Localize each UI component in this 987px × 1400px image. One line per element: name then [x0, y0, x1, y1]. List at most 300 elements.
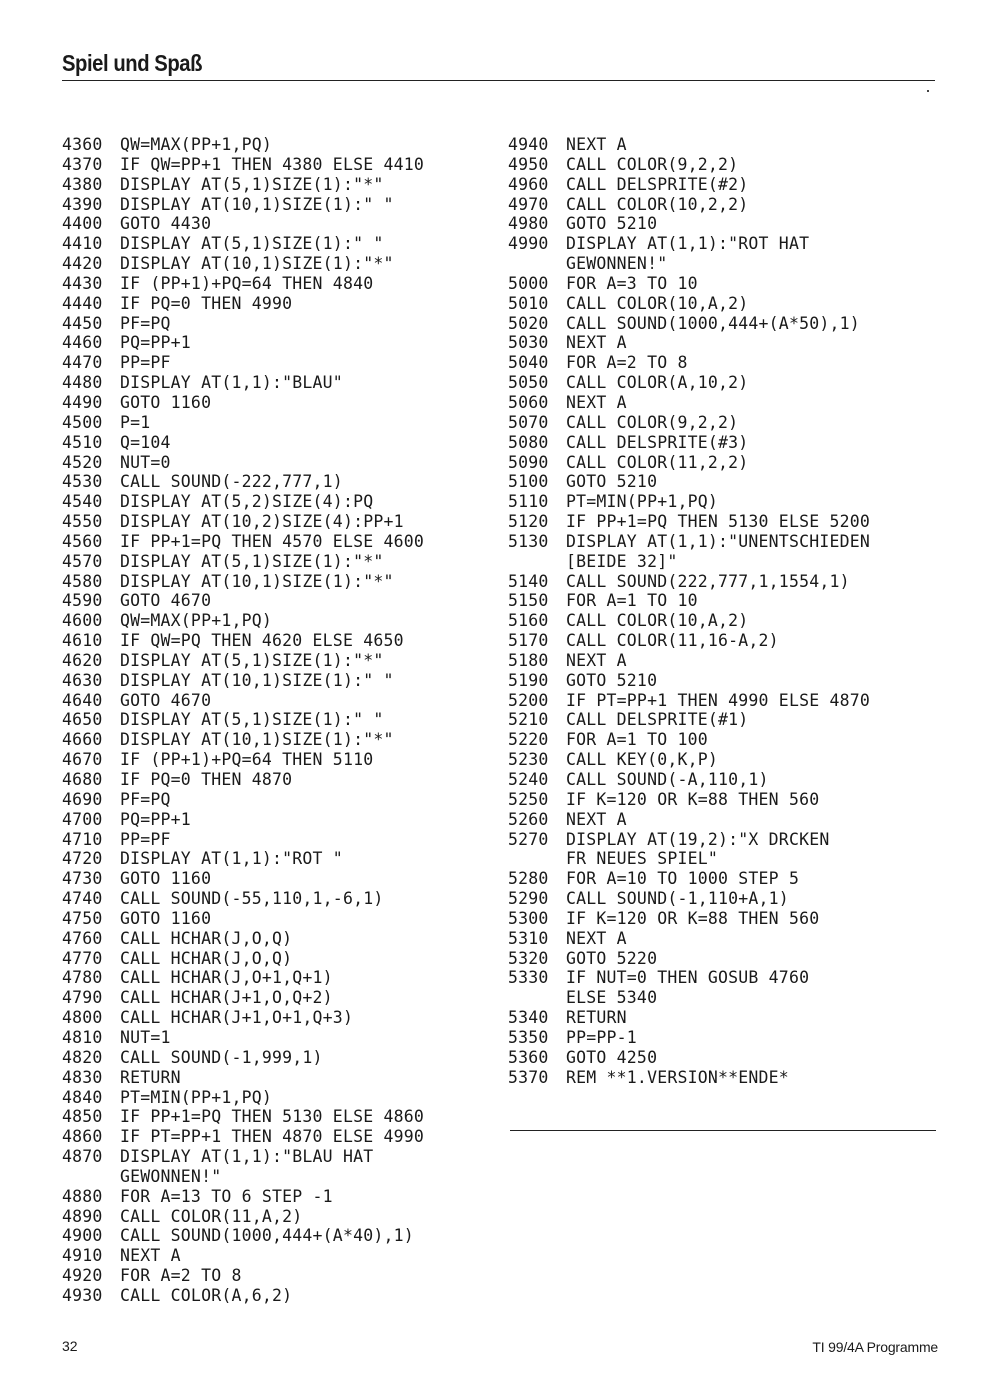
code-text: GOTO 1160 [120, 869, 212, 889]
code-text: GOTO 5210 [566, 214, 658, 234]
code-text: IF PP+1=PQ THEN 5130 ELSE 5200 [566, 512, 871, 532]
code-line [62, 1286, 424, 1306]
line-number: 4970 [508, 194, 549, 214]
code-text: QW=MAX(PP+1,PQ) [120, 135, 273, 154]
code-text: NEXT A [566, 333, 627, 353]
listing-column-left [62, 135, 424, 1306]
line-number: 4960 [508, 174, 549, 194]
line-number: 4750 [62, 908, 103, 928]
publication-name: TI 99/4A Programme [812, 1339, 938, 1355]
code-line [508, 710, 870, 730]
code-line [62, 175, 424, 195]
code-text: QW=MAX(PP+1,PQ) [120, 611, 273, 631]
code-line [62, 929, 424, 949]
code-line [508, 413, 870, 433]
code-text: DISPLAY AT(19,2):"X DRCKEN [566, 829, 830, 849]
line-number: 5040 [508, 353, 549, 373]
code-line [62, 512, 424, 532]
line-number: 5120 [508, 512, 549, 532]
code-line [508, 631, 870, 651]
code-text: DISPLAY AT(5,1)SIZE(1):"*" [120, 551, 384, 571]
code-line [508, 671, 870, 691]
line-number: 4860 [62, 1127, 103, 1147]
line-number: 4610 [62, 631, 103, 651]
code-line [508, 333, 870, 353]
code-line [62, 1068, 424, 1088]
line-number: 4400 [62, 214, 103, 234]
code-line [508, 373, 870, 393]
code-line [62, 195, 424, 215]
code-line-continuation [508, 254, 870, 274]
line-number: 5140 [508, 571, 549, 591]
code-text: CALL COLOR(10,2,2) [566, 194, 749, 214]
code-line [62, 830, 424, 850]
code-line [508, 968, 870, 988]
code-text: CALL COLOR(11,16-A,2) [566, 631, 779, 651]
line-number: 5360 [508, 1047, 549, 1067]
line-number: 4670 [62, 750, 103, 770]
line-number: 4950 [508, 154, 549, 174]
line-number: 5070 [508, 412, 549, 432]
code-text: NEXT A [566, 650, 627, 670]
code-text: GOTO 4250 [566, 1047, 658, 1067]
code-line [62, 889, 424, 909]
code-line [62, 949, 424, 969]
code-line [508, 155, 870, 175]
code-line [62, 968, 424, 988]
code-line [62, 730, 424, 750]
print-speck [927, 90, 929, 92]
line-number: 4730 [62, 869, 103, 889]
line-number: 4520 [62, 452, 103, 472]
line-number: 5280 [508, 869, 549, 889]
code-line [508, 1068, 870, 1088]
line-number: 4880 [62, 1186, 103, 1206]
code-text: DISPLAY AT(1,1):"BLAU" [120, 373, 343, 393]
code-line [508, 830, 870, 850]
line-number: 4390 [62, 194, 103, 214]
code-line [62, 155, 424, 175]
line-number: 5060 [508, 392, 549, 412]
code-text: PT=MIN(PP+1,PQ) [566, 492, 719, 512]
line-number: 4840 [62, 1087, 103, 1107]
code-line [508, 135, 870, 155]
line-number: 5290 [508, 889, 549, 909]
line-number: 4580 [62, 571, 103, 591]
code-line [62, 1226, 424, 1246]
code-line [508, 651, 870, 671]
code-text: CALL DELSPRITE(#1) [566, 710, 749, 730]
line-number: 4710 [62, 829, 103, 849]
line-number: 5000 [508, 273, 549, 293]
line-number: 5180 [508, 650, 549, 670]
code-text: PQ=PP+1 [120, 809, 191, 829]
line-number: 5310 [508, 928, 549, 948]
code-text: GOTO 1160 [120, 908, 212, 928]
code-line [508, 512, 870, 532]
line-number: 4460 [62, 333, 103, 353]
code-text: DISPLAY AT(5,1)SIZE(1):"*" [120, 650, 384, 670]
code-text: CALL SOUND(1000,444+(A*40),1) [120, 1226, 414, 1246]
code-text: NEXT A [566, 392, 627, 412]
code-text: CALL COLOR(10,A,2) [566, 611, 749, 631]
line-number: 4480 [62, 373, 103, 393]
code-line [508, 353, 870, 373]
line-number: 4650 [62, 710, 103, 730]
code-line [62, 988, 424, 1008]
code-text: PF=PQ [120, 789, 171, 809]
code-text: FOR A=10 TO 1000 STEP 5 [566, 869, 800, 889]
code-text: REM **1.VERSION**ENDE* [566, 1067, 789, 1087]
code-text: CALL SOUND(-1,999,1) [120, 1047, 323, 1067]
code-text: NEXT A [566, 135, 627, 154]
code-text: IF (PP+1)+PQ=64 THEN 4840 [120, 273, 374, 293]
line-number: 4620 [62, 650, 103, 670]
code-line [508, 294, 870, 314]
code-text: NUT=1 [120, 1027, 171, 1047]
code-line-continuation [508, 988, 870, 1008]
code-text: GOTO 4670 [120, 690, 212, 710]
code-line [508, 591, 870, 611]
code-line [62, 710, 424, 730]
code-text: CALL COLOR(A,6,2) [120, 1285, 293, 1305]
line-number: 4780 [62, 968, 103, 988]
code-text: FOR A=1 TO 100 [566, 730, 708, 750]
line-number: 4700 [62, 809, 103, 829]
line-number: 4990 [508, 234, 549, 254]
code-text: IF PP+1=PQ THEN 4570 ELSE 4600 [120, 531, 425, 551]
code-text: CALL SOUND(-1,110+A,1) [566, 889, 789, 909]
code-line [62, 869, 424, 889]
code-text: RETURN [120, 1067, 181, 1087]
code-line [508, 433, 870, 453]
code-line [62, 532, 424, 552]
code-text: DISPLAY AT(1,1):"ROT HAT [566, 234, 810, 254]
code-text: IF PP+1=PQ THEN 5130 ELSE 4860 [120, 1107, 425, 1127]
code-text: DISPLAY AT(10,1)SIZE(1):"*" [120, 730, 394, 750]
line-number: 4640 [62, 690, 103, 710]
code-line [508, 393, 870, 413]
code-text: NEXT A [566, 928, 627, 948]
code-text: CALL HCHAR(J,O,Q) [120, 928, 293, 948]
code-line [62, 750, 424, 770]
page-number: 32 [62, 1338, 78, 1354]
code-line [62, 135, 424, 155]
code-line [62, 453, 424, 473]
code-text: CALL COLOR(9,2,2) [566, 154, 739, 174]
code-line [508, 572, 870, 592]
line-number: 4680 [62, 770, 103, 789]
line-number: 5090 [508, 452, 549, 472]
code-line [508, 234, 870, 254]
code-text: GOTO 1160 [120, 392, 212, 412]
line-number: 4850 [62, 1107, 103, 1127]
code-line [508, 949, 870, 969]
line-number: 5350 [508, 1027, 549, 1047]
code-line [508, 730, 870, 750]
code-line [62, 572, 424, 592]
line-number: 4360 [62, 135, 103, 154]
code-line [508, 611, 870, 631]
line-number: 4420 [62, 254, 103, 274]
line-number: 4410 [62, 234, 103, 254]
line-number: 5240 [508, 770, 549, 789]
code-text: [BEIDE 32]" [566, 551, 678, 571]
code-text: FOR A=2 TO 8 [120, 1266, 242, 1286]
code-text: IF PQ=0 THEN 4870 [120, 770, 293, 789]
code-line [62, 810, 424, 830]
code-line [62, 591, 424, 611]
code-text: PP=PF [120, 829, 171, 849]
code-text: CALL SOUND(1000,444+(A*50),1) [566, 313, 860, 333]
code-line [62, 314, 424, 334]
code-text: CALL HCHAR(J+1,O,Q+2) [120, 988, 333, 1008]
code-text: CALL SOUND(-222,777,1) [120, 472, 343, 492]
line-number: 4560 [62, 531, 103, 551]
line-number: 5260 [508, 809, 549, 829]
code-line [62, 1107, 424, 1127]
line-number: 5220 [508, 730, 549, 750]
code-text: NEXT A [120, 1246, 181, 1266]
line-number: 5110 [508, 492, 549, 512]
line-number: 4570 [62, 551, 103, 571]
code-text: IF PQ=0 THEN 4990 [120, 293, 293, 313]
line-number: 4920 [62, 1266, 103, 1286]
line-number: 4530 [62, 472, 103, 492]
code-line [62, 651, 424, 671]
line-number: 4820 [62, 1047, 103, 1067]
line-number: 4380 [62, 174, 103, 194]
line-number: 4370 [62, 154, 103, 174]
line-number: 5190 [508, 670, 549, 690]
line-number: 4500 [62, 412, 103, 432]
code-line [62, 294, 424, 314]
code-text: FOR A=3 TO 10 [566, 273, 698, 293]
line-number: 5320 [508, 948, 549, 968]
line-number: 4800 [62, 1008, 103, 1028]
code-text: DISPLAY AT(5,1)SIZE(1):" " [120, 710, 384, 730]
code-line [62, 611, 424, 631]
code-text: GEWONNEN!" [566, 254, 668, 274]
code-line [62, 1008, 424, 1028]
code-text: DISPLAY AT(5,1)SIZE(1):" " [120, 234, 384, 254]
line-number: 4930 [62, 1285, 103, 1305]
line-number: 5170 [508, 631, 549, 651]
line-number: 5080 [508, 432, 549, 452]
line-number: 4940 [508, 135, 549, 154]
line-number: 4870 [62, 1147, 103, 1167]
line-number: 4740 [62, 889, 103, 909]
code-text: FOR A=13 TO 6 STEP -1 [120, 1186, 333, 1206]
code-line [508, 314, 870, 334]
line-number: 4490 [62, 392, 103, 412]
code-text: RETURN [566, 1008, 627, 1028]
line-number: 5130 [508, 531, 549, 551]
code-line [62, 770, 424, 790]
code-line-continuation [508, 849, 870, 869]
code-line [508, 274, 870, 294]
code-text: IF QW=PQ THEN 4620 ELSE 4650 [120, 631, 404, 651]
code-line [62, 691, 424, 711]
line-number: 5300 [508, 908, 549, 928]
code-text: GOTO 5210 [566, 670, 658, 690]
line-number: 4790 [62, 988, 103, 1008]
code-line [62, 1127, 424, 1147]
code-line [62, 552, 424, 572]
line-number: 4470 [62, 353, 103, 373]
header-rule [62, 80, 935, 81]
code-text: DISPLAY AT(10,1)SIZE(1):"*" [120, 571, 394, 591]
code-line [62, 909, 424, 929]
code-text: PF=PQ [120, 313, 171, 333]
code-text: IF K=120 OR K=88 THEN 560 [566, 789, 820, 809]
line-number: 5030 [508, 333, 549, 353]
code-text: PP=PF [120, 353, 171, 373]
line-number: 4900 [62, 1226, 103, 1246]
code-text: IF K=120 OR K=88 THEN 560 [566, 908, 820, 928]
code-line [62, 254, 424, 274]
code-text: IF PT=PP+1 THEN 4870 ELSE 4990 [120, 1127, 425, 1147]
code-text: Q=104 [120, 432, 171, 452]
line-number: 4690 [62, 789, 103, 809]
code-text: CALL SOUND(-55,110,1,-6,1) [120, 889, 384, 909]
code-line [508, 1008, 870, 1028]
code-text: CALL HCHAR(J,O+1,Q+1) [120, 968, 333, 988]
line-number: 4450 [62, 313, 103, 333]
code-line [62, 353, 424, 373]
line-number: 4720 [62, 849, 103, 869]
code-line [508, 750, 870, 770]
line-number: 4660 [62, 730, 103, 750]
code-text: DISPLAY AT(5,2)SIZE(4):PQ [120, 492, 374, 512]
line-number: 4590 [62, 591, 103, 611]
code-line [62, 1088, 424, 1108]
code-text: DISPLAY AT(1,1):"ROT " [120, 849, 343, 869]
page-title: Spiel und Spaß [62, 50, 203, 76]
line-number: 5210 [508, 710, 549, 730]
line-number: 4510 [62, 432, 103, 452]
line-number: 4980 [508, 214, 549, 234]
line-number: 4830 [62, 1067, 103, 1087]
line-number: 5150 [508, 591, 549, 611]
code-line [508, 532, 870, 552]
code-line [62, 1187, 424, 1207]
line-number: 4430 [62, 273, 103, 293]
code-text: GOTO 5220 [566, 948, 658, 968]
line-number: 5340 [508, 1008, 549, 1028]
code-line [62, 214, 424, 234]
line-number: 4540 [62, 492, 103, 512]
listing-column-right [508, 135, 870, 1088]
code-line [508, 1028, 870, 1048]
code-text: CALL HCHAR(J,O,Q) [120, 948, 293, 968]
code-text: CALL SOUND(-A,110,1) [566, 770, 769, 789]
line-number: 5050 [508, 373, 549, 393]
code-text: ELSE 5340 [566, 988, 658, 1008]
line-number: 4770 [62, 948, 103, 968]
code-text: NUT=0 [120, 452, 171, 472]
line-number: 4810 [62, 1027, 103, 1047]
code-line [62, 472, 424, 492]
code-line-continuation [62, 1167, 424, 1187]
line-number: 5200 [508, 690, 549, 710]
code-text: CALL DELSPRITE(#2) [566, 174, 749, 194]
line-number: 5160 [508, 611, 549, 631]
code-line [62, 1246, 424, 1266]
code-text: PT=MIN(PP+1,PQ) [120, 1087, 273, 1107]
line-number: 4890 [62, 1206, 103, 1226]
code-line [62, 671, 424, 691]
code-line [508, 869, 870, 889]
code-text: CALL COLOR(10,A,2) [566, 293, 749, 313]
code-text: P=1 [120, 412, 151, 432]
line-number: 5230 [508, 750, 549, 770]
code-text: DISPLAY AT(10,1)SIZE(1):"*" [120, 254, 394, 274]
code-line [62, 790, 424, 810]
code-line [62, 1028, 424, 1048]
code-line [62, 492, 424, 512]
code-text: GEWONNEN!" [120, 1166, 222, 1186]
code-line [508, 1048, 870, 1068]
code-line [508, 492, 870, 512]
code-line [62, 1266, 424, 1286]
line-number: 5250 [508, 789, 549, 809]
code-text: NEXT A [566, 809, 627, 829]
code-text: IF (PP+1)+PQ=64 THEN 5110 [120, 750, 374, 770]
line-number: 4760 [62, 928, 103, 948]
line-number: 4600 [62, 611, 103, 631]
code-line [62, 631, 424, 651]
code-text: GOTO 4670 [120, 591, 212, 611]
code-text: CALL COLOR(A,10,2) [566, 373, 749, 393]
line-number: 4910 [62, 1246, 103, 1266]
code-line [62, 393, 424, 413]
code-text: CALL COLOR(11,A,2) [120, 1206, 303, 1226]
code-text: IF NUT=0 THEN GOSUB 4760 [566, 968, 810, 988]
code-text: CALL HCHAR(J+1,O+1,Q+3) [120, 1008, 354, 1028]
line-number: 5010 [508, 293, 549, 313]
code-text: CALL KEY(0,K,P) [566, 750, 719, 770]
code-line [508, 472, 870, 492]
code-line [508, 929, 870, 949]
code-line [62, 1048, 424, 1068]
line-number: 5270 [508, 829, 549, 849]
code-text: CALL SOUND(222,777,1,1554,1) [566, 571, 850, 591]
code-text: DISPLAY AT(1,1):"BLAU HAT [120, 1147, 374, 1167]
code-line [62, 373, 424, 393]
code-text: CALL DELSPRITE(#3) [566, 432, 749, 452]
code-text: DISPLAY AT(1,1):"UNENTSCHIEDEN [566, 531, 871, 551]
code-text: CALL COLOR(11,2,2) [566, 452, 749, 472]
line-number: 4550 [62, 512, 103, 532]
line-number: 5370 [508, 1067, 549, 1087]
line-number: 5020 [508, 313, 549, 333]
code-text: CALL COLOR(9,2,2) [566, 412, 739, 432]
code-line [508, 175, 870, 195]
code-line [62, 433, 424, 453]
code-text: GOTO 4430 [120, 214, 212, 234]
code-line [508, 889, 870, 909]
code-text: FOR A=2 TO 8 [566, 353, 688, 373]
code-text: DISPLAY AT(10,1)SIZE(1):" " [120, 194, 394, 214]
line-number: 5330 [508, 968, 549, 988]
code-line [62, 274, 424, 294]
code-line [508, 453, 870, 473]
code-text: IF PT=PP+1 THEN 4990 ELSE 4870 [566, 690, 871, 710]
code-line [508, 790, 870, 810]
code-line [508, 691, 870, 711]
listing-end-rule [510, 1130, 936, 1131]
